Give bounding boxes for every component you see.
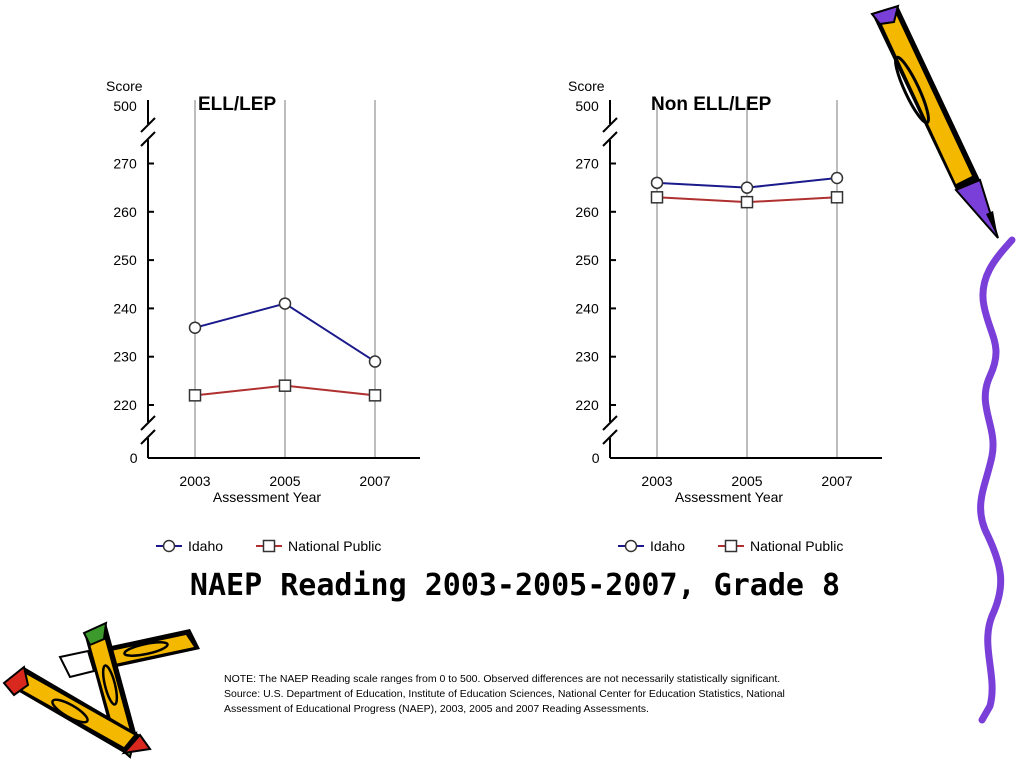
- point-national-public-2003: [652, 192, 663, 203]
- pencil-icon: [860, 0, 1010, 245]
- y-tick-label-0: 0: [591, 450, 600, 466]
- y-tick-label-240: 240: [575, 300, 599, 317]
- point-idaho-2003: [190, 322, 201, 333]
- x-axis-title: Assessment Year: [212, 489, 322, 505]
- x-tick-label-2005: 2005: [269, 473, 301, 489]
- legend-marker-2: [264, 541, 275, 552]
- legend-label-1: Idaho: [188, 538, 224, 554]
- x-tick-label-2003: 2003: [641, 473, 673, 489]
- source-note: [224, 672, 824, 717]
- point-idaho-2005: [742, 182, 753, 193]
- pencils-icon: [0, 615, 205, 760]
- note-line-2: Source: U.S. Department of Education, Institute of Education Sciences, National Center for Education Statistics, National: [224, 688, 785, 700]
- point-national-public-2007: [370, 390, 381, 401]
- point-idaho-2007: [832, 172, 843, 183]
- slide-title: NAEP Reading 2003-2005-2007, Grade 8: [189, 568, 841, 603]
- legend-label-1: Idaho: [650, 538, 686, 554]
- note-line-1: NOTE: The NAEP Reading scale ranges from 0 to 500. Observed differences are not necessarily statistically significant.: [224, 673, 781, 685]
- point-idaho-2005: [280, 298, 291, 309]
- y-tick-label-260: 260: [575, 203, 599, 220]
- y-tick-label-270: 270: [113, 155, 137, 172]
- y-tick-label-230: 230: [575, 348, 599, 365]
- legend-label-2: National Public: [288, 538, 382, 554]
- y-tick-label-250: 250: [575, 252, 599, 269]
- y-tick-label-500: 500: [575, 98, 599, 114]
- y-tick-label-220: 220: [575, 397, 599, 413]
- legend-label-2: National Public: [750, 538, 844, 554]
- legend-marker-1: [164, 541, 175, 552]
- x-tick-label-2007: 2007: [359, 473, 391, 489]
- x-tick-label-2003: 2003: [179, 473, 211, 489]
- y-axis-title: Score: [106, 78, 143, 94]
- legend-marker-2: [726, 541, 737, 552]
- y-tick-label-240: 240: [113, 300, 137, 317]
- point-idaho-2003: [652, 177, 663, 188]
- squiggle-border: [968, 236, 1020, 726]
- y-tick-label-250: 250: [113, 252, 137, 269]
- y-tick-label-270: 270: [575, 155, 599, 172]
- y-tick-label-220: 220: [113, 397, 137, 413]
- y-tick-label-0: 0: [129, 450, 138, 466]
- chart-1-title: ELL/LEP: [198, 94, 277, 115]
- y-tick-label-260: 260: [113, 203, 137, 220]
- y-tick-label-230: 230: [113, 348, 137, 365]
- y-tick-label-500: 500: [113, 98, 137, 114]
- y-axis-title: Score: [568, 78, 605, 94]
- point-idaho-2007: [370, 356, 381, 367]
- x-axis-title: Assessment Year: [674, 489, 784, 505]
- x-tick-label-2005: 2005: [731, 473, 763, 489]
- point-national-public-2005: [742, 197, 753, 208]
- point-national-public-2005: [280, 380, 291, 391]
- x-tick-label-2007: 2007: [821, 473, 853, 489]
- legend-marker-1: [626, 541, 637, 552]
- note-line-3: Assessment of Educational Progress (NAEP), 2003, 2005 and 2007 Reading Assessments.: [224, 703, 649, 715]
- point-national-public-2003: [190, 390, 201, 401]
- point-national-public-2007: [832, 192, 843, 203]
- chart-2-title: Non ELL/LEP: [651, 94, 772, 115]
